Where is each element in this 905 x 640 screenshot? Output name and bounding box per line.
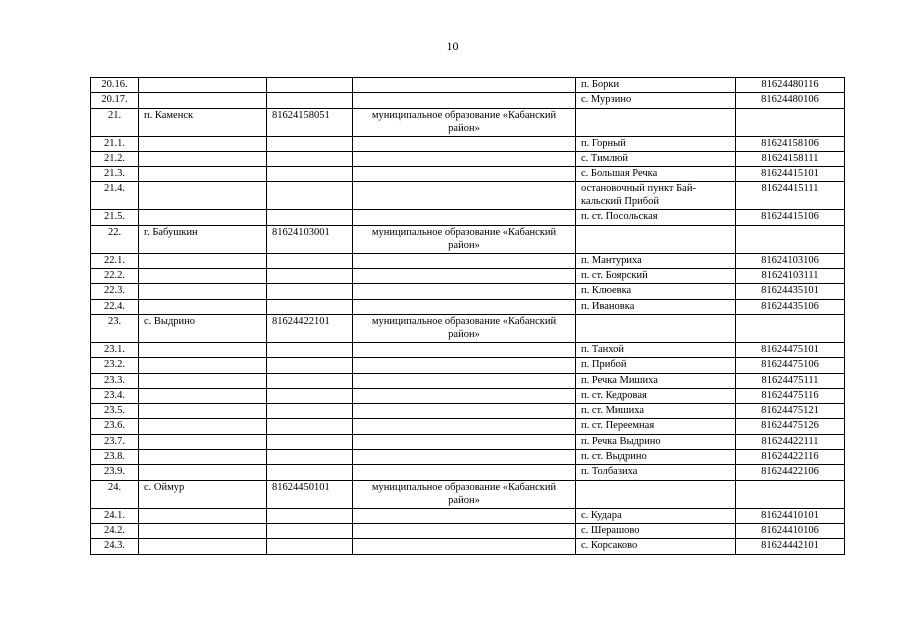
- row-number-cell: 22.4.: [91, 299, 139, 314]
- municipal-formation-cell: [353, 253, 576, 268]
- locality-name-cell: [139, 465, 267, 480]
- locality-oktmo-code-cell: [267, 210, 353, 225]
- table-row: [91, 358, 845, 373]
- table-row: [91, 284, 845, 299]
- row-number-cell: 21.: [91, 108, 139, 136]
- table-row: [91, 539, 845, 554]
- row-number-cell: 20.17.: [91, 93, 139, 108]
- municipal-formation-cell: муниципальное образование «Кабанский район»: [353, 225, 576, 253]
- municipal-formation-cell: муниципальное образование «Кабанский район»: [353, 480, 576, 508]
- row-number-cell: 20.16.: [91, 78, 139, 93]
- settlement-name-cell: п. Ивановка: [576, 299, 736, 314]
- locality-oktmo-code-cell: [267, 342, 353, 357]
- municipal-formation-cell: [353, 404, 576, 419]
- municipal-formation-cell: муниципальное образование «Кабанский район»: [353, 314, 576, 342]
- settlement-oktmo-code-cell: 81624158106: [736, 136, 845, 151]
- row-number-cell: 24.3.: [91, 539, 139, 554]
- municipal-formation-cell: [353, 284, 576, 299]
- row-number-cell: 21.1.: [91, 136, 139, 151]
- locality-oktmo-code-cell: [267, 388, 353, 403]
- locality-oktmo-code-cell: [267, 78, 353, 93]
- settlement-name-cell: [576, 225, 736, 253]
- locality-oktmo-code-cell: [267, 151, 353, 166]
- table-row: [91, 136, 845, 151]
- table-row: [91, 225, 845, 253]
- locality-name-cell: [139, 523, 267, 538]
- settlement-oktmo-code-cell: 81624475111: [736, 373, 845, 388]
- settlements-table-body: [91, 78, 845, 555]
- settlement-name-cell: [576, 314, 736, 342]
- municipal-formation-cell: [353, 465, 576, 480]
- settlement-name-cell: п. Толбазиха: [576, 465, 736, 480]
- settlement-oktmo-code-cell: 81624480116: [736, 78, 845, 93]
- municipal-formation-cell: [353, 78, 576, 93]
- settlement-name-cell: п. ст. Боярский: [576, 269, 736, 284]
- locality-name-cell: [139, 342, 267, 357]
- settlement-name-cell: п. Прибой: [576, 358, 736, 373]
- municipal-formation-cell: [353, 167, 576, 182]
- locality-name-cell: [139, 450, 267, 465]
- row-number-cell: 21.3.: [91, 167, 139, 182]
- settlement-oktmo-code-cell: 81624475116: [736, 388, 845, 403]
- settlement-name-cell: п. Речка Выдрино: [576, 434, 736, 449]
- table-row: [91, 78, 845, 93]
- locality-oktmo-code-cell: [267, 136, 353, 151]
- municipal-formation-cell: [353, 136, 576, 151]
- row-number-cell: 22.2.: [91, 269, 139, 284]
- settlement-name-cell: с. Мурзино: [576, 93, 736, 108]
- locality-name-cell: [139, 93, 267, 108]
- settlement-oktmo-code-cell: 81624475101: [736, 342, 845, 357]
- municipal-formation-cell: [353, 93, 576, 108]
- table-row: [91, 342, 845, 357]
- table-row: [91, 210, 845, 225]
- locality-name-cell: [139, 388, 267, 403]
- table-row: [91, 182, 845, 210]
- municipal-formation-cell: муниципальное образование «Кабанский район»: [353, 108, 576, 136]
- table-row: [91, 253, 845, 268]
- settlement-oktmo-code-cell: 81624422106: [736, 465, 845, 480]
- row-number-cell: 21.4.: [91, 182, 139, 210]
- row-number-cell: 24.2.: [91, 523, 139, 538]
- locality-name-cell: [139, 508, 267, 523]
- settlement-name-cell: п. Речка Мишиха: [576, 373, 736, 388]
- settlement-name-cell: с. Шерашово: [576, 523, 736, 538]
- locality-name-cell: [139, 358, 267, 373]
- settlement-oktmo-code-cell: 81624103106: [736, 253, 845, 268]
- settlement-name-cell: п. Танхой: [576, 342, 736, 357]
- municipal-formation-cell: [353, 358, 576, 373]
- settlement-oktmo-code-cell: [736, 225, 845, 253]
- table-row: [91, 419, 845, 434]
- locality-name-cell: [139, 373, 267, 388]
- settlement-name-cell: [576, 480, 736, 508]
- locality-name-cell: [139, 167, 267, 182]
- locality-oktmo-code-cell: 81624422101: [267, 314, 353, 342]
- locality-oktmo-code-cell: [267, 253, 353, 268]
- locality-name-cell: с. Выдрино: [139, 314, 267, 342]
- locality-name-cell: [139, 434, 267, 449]
- row-number-cell: 22.3.: [91, 284, 139, 299]
- table-row: [91, 108, 845, 136]
- settlement-oktmo-code-cell: 81624475121: [736, 404, 845, 419]
- locality-oktmo-code-cell: [267, 465, 353, 480]
- page-number: 10: [446, 39, 459, 53]
- locality-oktmo-code-cell: [267, 523, 353, 538]
- locality-name-cell: [139, 151, 267, 166]
- locality-name-cell: с. Оймур: [139, 480, 267, 508]
- settlements-table: [90, 77, 845, 555]
- row-number-cell: 23.2.: [91, 358, 139, 373]
- table-row: [91, 269, 845, 284]
- locality-oktmo-code-cell: [267, 434, 353, 449]
- settlement-name-cell: п. ст. Выдрино: [576, 450, 736, 465]
- row-number-cell: 21.5.: [91, 210, 139, 225]
- municipal-formation-cell: [353, 299, 576, 314]
- municipal-formation-cell: [353, 151, 576, 166]
- row-number-cell: 23.9.: [91, 465, 139, 480]
- settlement-name-cell: п. ст. Переемная: [576, 419, 736, 434]
- municipal-formation-cell: [353, 182, 576, 210]
- settlement-name-cell: с. Большая Речка: [576, 167, 736, 182]
- settlement-name-cell: п. Борки: [576, 78, 736, 93]
- settlement-oktmo-code-cell: [736, 314, 845, 342]
- settlement-oktmo-code-cell: 81624435106: [736, 299, 845, 314]
- table-row: [91, 314, 845, 342]
- row-number-cell: 23.1.: [91, 342, 139, 357]
- municipal-formation-cell: [353, 388, 576, 403]
- settlement-name-cell: [576, 108, 736, 136]
- table-row: [91, 93, 845, 108]
- locality-name-cell: [139, 136, 267, 151]
- locality-name-cell: [139, 299, 267, 314]
- settlement-oktmo-code-cell: 81624475126: [736, 419, 845, 434]
- row-number-cell: 23.8.: [91, 450, 139, 465]
- settlement-name-cell: п. ст. Кедровая: [576, 388, 736, 403]
- row-number-cell: 23.7.: [91, 434, 139, 449]
- row-number-cell: 24.: [91, 480, 139, 508]
- settlement-oktmo-code-cell: [736, 108, 845, 136]
- locality-oktmo-code-cell: [267, 299, 353, 314]
- municipal-formation-cell: [353, 539, 576, 554]
- settlement-oktmo-code-cell: 81624422116: [736, 450, 845, 465]
- table-row: [91, 523, 845, 538]
- settlement-oktmo-code-cell: 81624103111: [736, 269, 845, 284]
- locality-oktmo-code-cell: [267, 450, 353, 465]
- locality-oktmo-code-cell: [267, 167, 353, 182]
- locality-name-cell: [139, 284, 267, 299]
- settlement-oktmo-code-cell: 81624415101: [736, 167, 845, 182]
- row-number-cell: 21.2.: [91, 151, 139, 166]
- row-number-cell: 23.3.: [91, 373, 139, 388]
- settlement-oktmo-code-cell: 81624410106: [736, 523, 845, 538]
- table-row: [91, 388, 845, 403]
- municipal-formation-cell: [353, 342, 576, 357]
- locality-oktmo-code-cell: 81624103001: [267, 225, 353, 253]
- locality-oktmo-code-cell: 81624158051: [267, 108, 353, 136]
- locality-oktmo-code-cell: [267, 404, 353, 419]
- table-row: [91, 151, 845, 166]
- municipal-formation-cell: [353, 210, 576, 225]
- municipal-formation-cell: [353, 508, 576, 523]
- row-number-cell: 22.1.: [91, 253, 139, 268]
- settlement-name-cell: п. Клюевка: [576, 284, 736, 299]
- locality-name-cell: [139, 253, 267, 268]
- municipal-formation-cell: [353, 523, 576, 538]
- settlement-oktmo-code-cell: 81624415106: [736, 210, 845, 225]
- locality-oktmo-code-cell: [267, 358, 353, 373]
- table-row: [91, 450, 845, 465]
- table-row: [91, 404, 845, 419]
- municipal-formation-cell: [353, 373, 576, 388]
- table-row: [91, 434, 845, 449]
- settlement-name-cell: п. Мантуриха: [576, 253, 736, 268]
- settlement-oktmo-code-cell: 81624158111: [736, 151, 845, 166]
- settlement-name-cell: п. Горный: [576, 136, 736, 151]
- row-number-cell: 23.5.: [91, 404, 139, 419]
- municipal-formation-cell: [353, 434, 576, 449]
- settlement-oktmo-code-cell: 81624410101: [736, 508, 845, 523]
- row-number-cell: 24.1.: [91, 508, 139, 523]
- settlement-oktmo-code-cell: 81624435101: [736, 284, 845, 299]
- settlement-oktmo-code-cell: 81624475106: [736, 358, 845, 373]
- table-row: [91, 508, 845, 523]
- locality-oktmo-code-cell: [267, 508, 353, 523]
- row-number-cell: 23.: [91, 314, 139, 342]
- settlement-oktmo-code-cell: 81624480106: [736, 93, 845, 108]
- locality-name-cell: [139, 78, 267, 93]
- municipal-formation-cell: [353, 450, 576, 465]
- locality-oktmo-code-cell: [267, 182, 353, 210]
- municipal-formation-cell: [353, 419, 576, 434]
- locality-oktmo-code-cell: [267, 269, 353, 284]
- table-row: [91, 465, 845, 480]
- locality-name-cell: [139, 539, 267, 554]
- locality-oktmo-code-cell: [267, 93, 353, 108]
- locality-oktmo-code-cell: [267, 373, 353, 388]
- locality-name-cell: п. Каменск: [139, 108, 267, 136]
- settlement-name-cell: с. Кудара: [576, 508, 736, 523]
- locality-name-cell: [139, 182, 267, 210]
- settlement-name-cell: с. Корсаково: [576, 539, 736, 554]
- locality-oktmo-code-cell: [267, 284, 353, 299]
- locality-oktmo-code-cell: [267, 539, 353, 554]
- locality-name-cell: г. Бабушкин: [139, 225, 267, 253]
- locality-oktmo-code-cell: [267, 419, 353, 434]
- settlement-name-cell: п. ст. Мишиха: [576, 404, 736, 419]
- settlement-oktmo-code-cell: 81624422111: [736, 434, 845, 449]
- municipal-formation-cell: [353, 269, 576, 284]
- row-number-cell: 23.4.: [91, 388, 139, 403]
- table-row: [91, 167, 845, 182]
- locality-oktmo-code-cell: 81624450101: [267, 480, 353, 508]
- settlement-oktmo-code-cell: [736, 480, 845, 508]
- settlement-name-cell: остановочный пункт Бай-кальский Прибой: [576, 182, 736, 210]
- locality-name-cell: [139, 419, 267, 434]
- table-row: [91, 299, 845, 314]
- settlement-name-cell: с. Тимлюй: [576, 151, 736, 166]
- row-number-cell: 22.: [91, 225, 139, 253]
- settlement-oktmo-code-cell: 81624415111: [736, 182, 845, 210]
- locality-name-cell: [139, 404, 267, 419]
- row-number-cell: 23.6.: [91, 419, 139, 434]
- settlement-name-cell: п. ст. Посольская: [576, 210, 736, 225]
- table-row: [91, 373, 845, 388]
- locality-name-cell: [139, 210, 267, 225]
- table-row: [91, 480, 845, 508]
- locality-name-cell: [139, 269, 267, 284]
- settlement-oktmo-code-cell: 81624442101: [736, 539, 845, 554]
